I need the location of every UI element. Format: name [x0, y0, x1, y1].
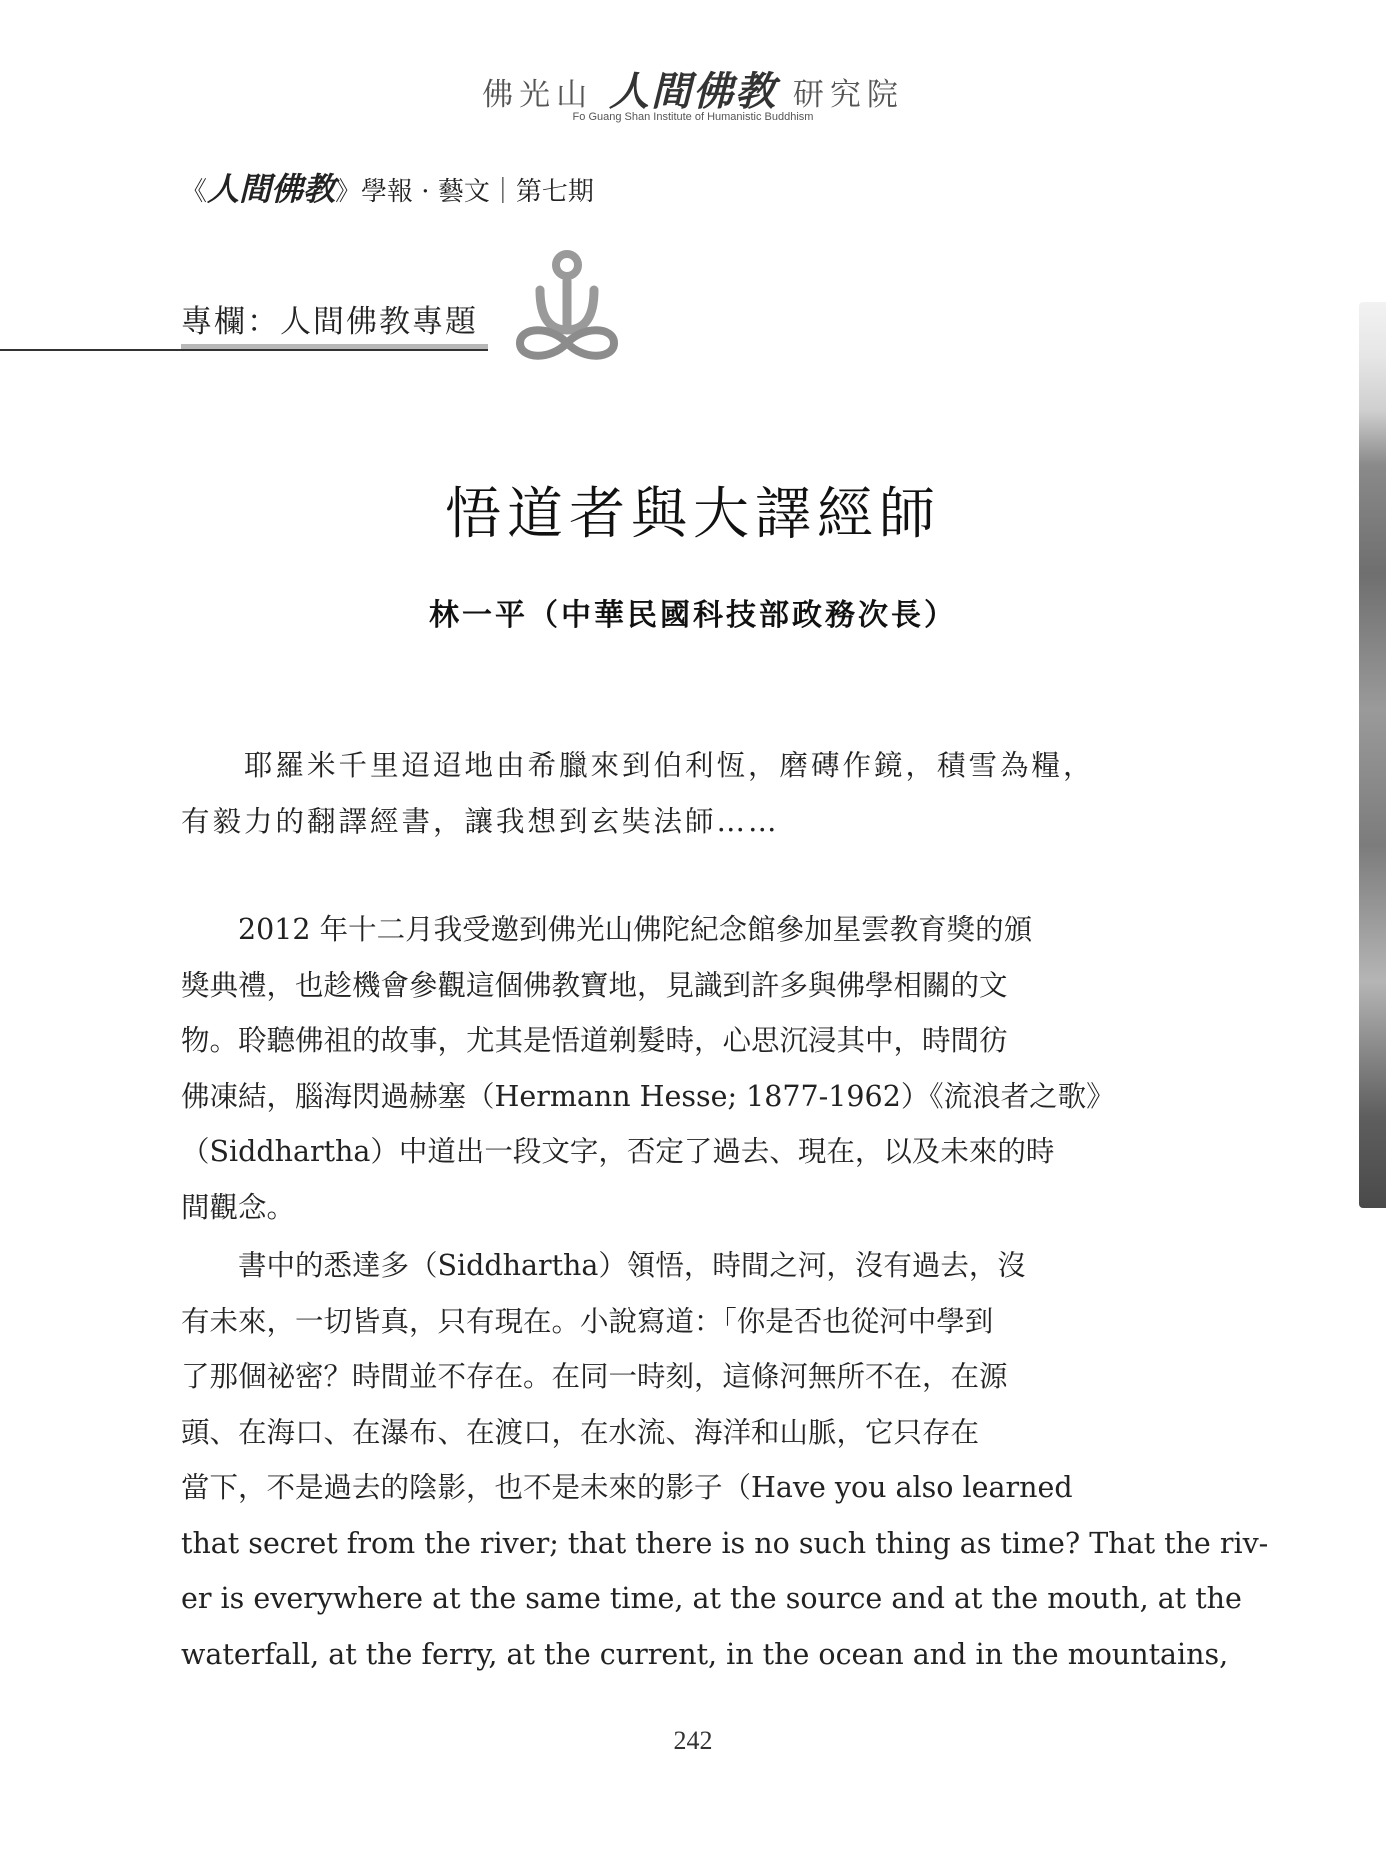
column-heading-rule [0, 349, 488, 351]
journal-issue-info: 》學報 · 藝文｜第七期 [335, 177, 594, 207]
body-line: 佛凍結，腦海閃過赫塞（Hermann Hesse; 1877-1962）《流浪者之歌》 [181, 1079, 1115, 1113]
body-line: 2012 年十二月我受邀到佛光山佛陀紀念館參加星雲教育獎的頒 [181, 913, 1033, 946]
body-paragraph-1 [181, 902, 1165, 1235]
epigraph-line: 有毅力的翻譯經書，讓我想到玄奘法師…… [181, 804, 780, 838]
body-line: er is everywhere at the same time, at the source and at the mouth, at the [181, 1582, 1242, 1615]
body-line: 書中的悉達多（Siddhartha）領悟，時間之河，沒有過去，沒 [181, 1249, 1026, 1282]
institute-suffix: 研究院 [792, 77, 904, 113]
epigraph-line: 耶羅米千里迢迢地由希臘來到伯利恆，磨磚作鏡，積雪為糧， [181, 749, 1095, 782]
body-line: （Siddhartha）中道出一段文字，否定了過去、現在，以及未來的時 [181, 1135, 1055, 1168]
body-line: 物。聆聽佛祖的故事，尤其是悟道剃髮時，心思沉浸其中，時間彷 [181, 1024, 1008, 1057]
edge-photo-strip [1359, 302, 1386, 1208]
body-line: 間觀念。 [181, 1190, 296, 1224]
body-line: 獎典禮，也趁機會參觀這個佛教寶地，見識到許多與佛學相關的文 [181, 968, 1008, 1002]
article-author: 林一平（中華民國科技部政務次長） [429, 598, 957, 633]
journal-brand-logotype: 人間佛教 [207, 170, 336, 208]
page-number: 242 [673, 1726, 713, 1755]
institute-english-name: Fo Guang Shan Institute of Humanistic Buddhism [572, 111, 814, 123]
meditating-figure-icon [510, 245, 620, 360]
institute-name [0, 60, 1386, 117]
institute-brand-logotype: 人間佛教 [609, 68, 777, 115]
institute-prefix: 佛光山 [482, 77, 594, 113]
journal-open-bracket: 《 [181, 177, 208, 207]
body-paragraph-2 [181, 1238, 1269, 1682]
journal-header [181, 164, 594, 210]
body-line: 有未來，一切皆真，只有現在。小說寫道：「你是否也從河中學到 [181, 1304, 994, 1338]
column-heading: 專欄：人間佛教專題 [181, 304, 478, 340]
body-line: 頭、在海口、在瀑布、在渡口，在水流、海洋和山脈，它只存在 [181, 1415, 980, 1449]
article-title: 悟道者與大譯經師 [445, 482, 941, 547]
body-line: waterfall, at the ferry, at the current, in the ocean and in the mountains, [181, 1637, 1229, 1671]
body-line: 當下，不是過去的陰影，也不是未來的影子（Have you also learned [181, 1471, 1073, 1504]
body-line: 了那個祕密？時間並不存在。在同一時刻，這條河無所不在，在源 [181, 1360, 1008, 1393]
body-line: that secret from the river; that there is no such thing as time? That the riv- [181, 1526, 1269, 1560]
epigraph [181, 738, 1165, 849]
